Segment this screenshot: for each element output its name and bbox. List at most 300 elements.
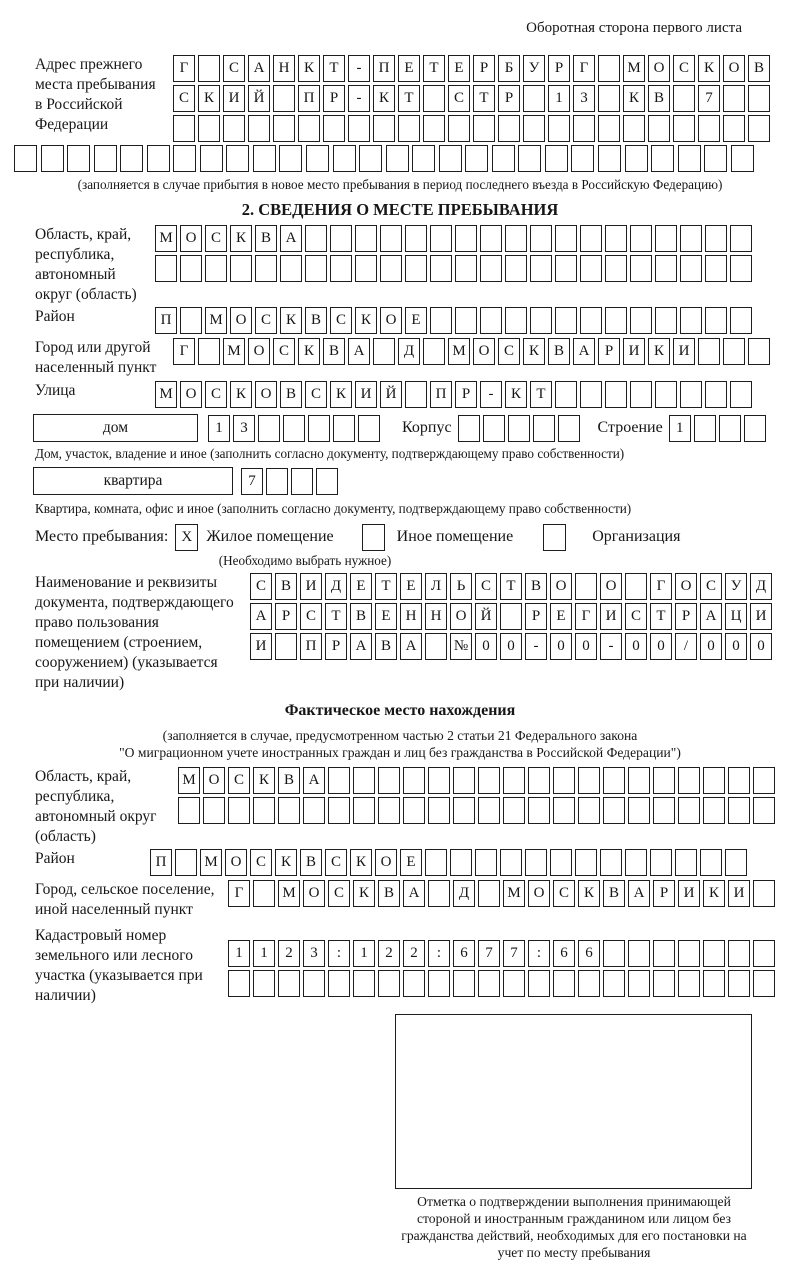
char-cell[interactable]: 2	[403, 940, 425, 967]
char-cell[interactable]: А	[303, 767, 325, 794]
char-cell[interactable]	[655, 307, 677, 334]
char-cell[interactable]	[306, 145, 329, 172]
char-cell[interactable]	[603, 970, 625, 997]
char-cell[interactable]	[333, 415, 355, 442]
char-cell[interactable]	[673, 115, 695, 142]
char-cell[interactable]: И	[728, 880, 750, 907]
char-cell[interactable]	[205, 255, 227, 282]
char-cell[interactable]	[503, 797, 525, 824]
char-cell[interactable]: Т	[650, 603, 672, 630]
char-cell[interactable]	[380, 225, 402, 252]
char-cell[interactable]	[230, 255, 252, 282]
char-cell[interactable]	[605, 255, 627, 282]
char-cell[interactable]: К	[230, 225, 252, 252]
char-cell[interactable]	[430, 307, 452, 334]
char-cell[interactable]: А	[628, 880, 650, 907]
char-cell[interactable]	[328, 797, 350, 824]
char-cell[interactable]	[373, 338, 395, 365]
char-cell[interactable]	[530, 225, 552, 252]
char-cell[interactable]: А	[280, 225, 302, 252]
char-cell[interactable]	[598, 85, 620, 112]
char-cell[interactable]: С	[228, 767, 250, 794]
char-cell[interactable]	[678, 970, 700, 997]
char-cell[interactable]	[475, 849, 497, 876]
char-cell[interactable]: Й	[380, 381, 402, 408]
char-cell[interactable]: В	[748, 55, 770, 82]
char-cell[interactable]: 2	[378, 940, 400, 967]
char-cell[interactable]	[458, 415, 480, 442]
char-cell[interactable]: С	[673, 55, 695, 82]
char-cell[interactable]	[680, 255, 702, 282]
char-cell[interactable]: О	[180, 225, 202, 252]
char-cell[interactable]	[651, 145, 674, 172]
char-cell[interactable]: -	[600, 633, 622, 660]
char-cell[interactable]	[533, 415, 555, 442]
char-cell[interactable]	[623, 115, 645, 142]
char-cell[interactable]	[753, 970, 775, 997]
char-cell[interactable]	[405, 381, 427, 408]
char-cell[interactable]	[423, 115, 445, 142]
char-cell[interactable]: В	[255, 225, 277, 252]
char-cell[interactable]: К	[350, 849, 372, 876]
char-cell[interactable]: 7	[478, 940, 500, 967]
char-cell[interactable]	[423, 85, 445, 112]
char-cell[interactable]: Н	[425, 603, 447, 630]
char-cell[interactable]	[483, 415, 505, 442]
char-cell[interactable]	[253, 880, 275, 907]
char-cell[interactable]	[578, 767, 600, 794]
char-cell[interactable]	[423, 338, 445, 365]
char-cell[interactable]	[625, 849, 647, 876]
char-cell[interactable]	[655, 381, 677, 408]
char-cell[interactable]: Б	[498, 55, 520, 82]
char-cell[interactable]	[545, 145, 568, 172]
char-cell[interactable]: 1	[253, 940, 275, 967]
char-cell[interactable]	[453, 767, 475, 794]
char-cell[interactable]	[303, 970, 325, 997]
char-cell[interactable]: В	[350, 603, 372, 630]
char-cell[interactable]	[353, 797, 375, 824]
char-cell[interactable]	[630, 225, 652, 252]
char-cell[interactable]	[580, 225, 602, 252]
char-cell[interactable]: Й	[475, 603, 497, 630]
char-cell[interactable]	[430, 225, 452, 252]
char-cell[interactable]: 0	[700, 633, 722, 660]
char-cell[interactable]: О	[230, 307, 252, 334]
char-cell[interactable]	[653, 940, 675, 967]
char-cell[interactable]	[500, 849, 522, 876]
char-cell[interactable]: 0	[725, 633, 747, 660]
char-cell[interactable]: С	[223, 55, 245, 82]
char-cell[interactable]	[575, 573, 597, 600]
char-cell[interactable]: Й	[248, 85, 270, 112]
char-cell[interactable]: К	[330, 381, 352, 408]
char-cell[interactable]: К	[280, 307, 302, 334]
char-cell[interactable]	[500, 603, 522, 630]
char-cell[interactable]	[518, 145, 541, 172]
char-cell[interactable]	[14, 145, 37, 172]
char-cell[interactable]: В	[323, 338, 345, 365]
char-cell[interactable]	[580, 255, 602, 282]
char-cell[interactable]: А	[248, 55, 270, 82]
char-cell[interactable]: 3	[573, 85, 595, 112]
char-cell[interactable]: И	[678, 880, 700, 907]
char-cell[interactable]	[353, 767, 375, 794]
char-cell[interactable]: Ь	[450, 573, 472, 600]
char-cell[interactable]	[453, 970, 475, 997]
char-cell[interactable]: П	[373, 55, 395, 82]
char-cell[interactable]: Е	[400, 573, 422, 600]
char-cell[interactable]: С	[173, 85, 195, 112]
char-cell[interactable]: Д	[750, 573, 772, 600]
char-cell[interactable]: С	[498, 338, 520, 365]
char-cell[interactable]	[291, 468, 313, 495]
char-cell[interactable]	[353, 970, 375, 997]
char-cell[interactable]: Р	[675, 603, 697, 630]
char-cell[interactable]: П	[300, 633, 322, 660]
char-cell[interactable]	[405, 225, 427, 252]
char-cell[interactable]	[628, 940, 650, 967]
char-cell[interactable]: П	[430, 381, 452, 408]
char-cell[interactable]	[625, 573, 647, 600]
char-cell[interactable]	[698, 115, 720, 142]
char-cell[interactable]	[753, 797, 775, 824]
char-cell[interactable]: К	[298, 55, 320, 82]
char-cell[interactable]: С	[205, 225, 227, 252]
char-cell[interactable]: А	[403, 880, 425, 907]
char-cell[interactable]	[503, 970, 525, 997]
char-cell[interactable]	[655, 255, 677, 282]
char-cell[interactable]: Г	[575, 603, 597, 630]
char-cell[interactable]	[465, 145, 488, 172]
char-cell[interactable]	[555, 225, 577, 252]
char-cell[interactable]: -	[348, 55, 370, 82]
char-cell[interactable]	[198, 55, 220, 82]
char-cell[interactable]	[492, 145, 515, 172]
char-cell[interactable]	[628, 970, 650, 997]
char-cell[interactable]	[744, 415, 766, 442]
char-cell[interactable]: П	[298, 85, 320, 112]
char-cell[interactable]	[525, 849, 547, 876]
char-cell[interactable]: С	[205, 381, 227, 408]
char-cell[interactable]	[548, 115, 570, 142]
char-cell[interactable]: :	[528, 940, 550, 967]
char-cell[interactable]: С	[250, 849, 272, 876]
char-cell[interactable]: В	[378, 880, 400, 907]
char-cell[interactable]: С	[255, 307, 277, 334]
char-cell[interactable]: М	[205, 307, 227, 334]
char-cell[interactable]: О	[255, 381, 277, 408]
char-cell[interactable]	[330, 225, 352, 252]
char-cell[interactable]: В	[525, 573, 547, 600]
char-cell[interactable]	[705, 255, 727, 282]
char-cell[interactable]	[530, 307, 552, 334]
char-cell[interactable]: 1	[548, 85, 570, 112]
char-cell[interactable]: Е	[550, 603, 572, 630]
char-cell[interactable]	[403, 767, 425, 794]
char-cell[interactable]	[748, 115, 770, 142]
char-cell[interactable]: 1	[228, 940, 250, 967]
char-cell[interactable]	[355, 255, 377, 282]
char-cell[interactable]: 0	[475, 633, 497, 660]
char-cell[interactable]: О	[648, 55, 670, 82]
char-cell[interactable]: Г	[228, 880, 250, 907]
char-cell[interactable]: О	[550, 573, 572, 600]
char-cell[interactable]: 2	[278, 940, 300, 967]
char-cell[interactable]: А	[250, 603, 272, 630]
char-cell[interactable]	[555, 381, 577, 408]
char-cell[interactable]	[530, 255, 552, 282]
char-cell[interactable]	[378, 767, 400, 794]
char-cell[interactable]	[603, 940, 625, 967]
char-cell[interactable]	[553, 797, 575, 824]
char-cell[interactable]	[280, 255, 302, 282]
char-cell[interactable]	[523, 85, 545, 112]
char-cell[interactable]	[198, 338, 220, 365]
char-cell[interactable]: М	[223, 338, 245, 365]
char-cell[interactable]: 1	[353, 940, 375, 967]
char-cell[interactable]	[455, 255, 477, 282]
char-cell[interactable]	[598, 145, 621, 172]
char-cell[interactable]	[198, 115, 220, 142]
char-cell[interactable]: С	[625, 603, 647, 630]
char-cell[interactable]: Т	[375, 573, 397, 600]
char-cell[interactable]	[253, 145, 276, 172]
char-cell[interactable]: Г	[573, 55, 595, 82]
char-cell[interactable]	[180, 307, 202, 334]
char-cell[interactable]	[703, 767, 725, 794]
char-cell[interactable]: О	[675, 573, 697, 600]
char-cell[interactable]	[508, 415, 530, 442]
char-cell[interactable]	[505, 255, 527, 282]
char-cell[interactable]	[728, 970, 750, 997]
char-cell[interactable]: О	[473, 338, 495, 365]
char-cell[interactable]	[373, 115, 395, 142]
char-cell[interactable]	[120, 145, 143, 172]
char-cell[interactable]	[333, 145, 356, 172]
char-cell[interactable]: Т	[423, 55, 445, 82]
char-cell[interactable]: Р	[525, 603, 547, 630]
char-cell[interactable]	[555, 255, 577, 282]
char-cell[interactable]: М	[200, 849, 222, 876]
char-cell[interactable]	[605, 381, 627, 408]
char-cell[interactable]	[303, 797, 325, 824]
char-cell[interactable]	[580, 381, 602, 408]
char-cell[interactable]: 0	[500, 633, 522, 660]
char-cell[interactable]	[155, 255, 177, 282]
char-cell[interactable]	[573, 115, 595, 142]
char-cell[interactable]: И	[623, 338, 645, 365]
char-cell[interactable]: 0	[550, 633, 572, 660]
char-cell[interactable]	[425, 633, 447, 660]
char-cell[interactable]: В	[375, 633, 397, 660]
char-cell[interactable]	[575, 849, 597, 876]
char-cell[interactable]: К	[298, 338, 320, 365]
char-cell[interactable]	[305, 225, 327, 252]
char-cell[interactable]: К	[253, 767, 275, 794]
char-cell[interactable]	[355, 225, 377, 252]
char-cell[interactable]: М	[278, 880, 300, 907]
char-cell[interactable]: С	[328, 880, 350, 907]
char-cell[interactable]: К	[578, 880, 600, 907]
char-cell[interactable]: И	[250, 633, 272, 660]
char-cell[interactable]: :	[428, 940, 450, 967]
char-cell[interactable]	[723, 338, 745, 365]
char-cell[interactable]: Л	[425, 573, 447, 600]
char-cell[interactable]	[678, 940, 700, 967]
char-cell[interactable]: Е	[375, 603, 397, 630]
char-cell[interactable]: К	[648, 338, 670, 365]
char-cell[interactable]	[173, 115, 195, 142]
char-cell[interactable]: Р	[498, 85, 520, 112]
char-cell[interactable]: А	[573, 338, 595, 365]
char-cell[interactable]: И	[300, 573, 322, 600]
char-cell[interactable]	[598, 55, 620, 82]
char-cell[interactable]	[753, 940, 775, 967]
char-cell[interactable]: Е	[350, 573, 372, 600]
char-cell[interactable]: Р	[323, 85, 345, 112]
char-cell[interactable]: Т	[323, 55, 345, 82]
char-cell[interactable]	[478, 970, 500, 997]
char-cell[interactable]	[753, 880, 775, 907]
char-cell[interactable]	[503, 767, 525, 794]
char-cell[interactable]	[698, 338, 720, 365]
char-cell[interactable]: 6	[453, 940, 475, 967]
char-cell[interactable]	[678, 145, 701, 172]
char-cell[interactable]: :	[328, 940, 350, 967]
char-cell[interactable]	[266, 468, 288, 495]
char-cell[interactable]	[555, 307, 577, 334]
char-cell[interactable]	[553, 767, 575, 794]
char-cell[interactable]	[323, 115, 345, 142]
char-cell[interactable]: -	[525, 633, 547, 660]
char-cell[interactable]	[478, 767, 500, 794]
char-cell[interactable]: Т	[500, 573, 522, 600]
char-cell[interactable]: И	[750, 603, 772, 630]
char-cell[interactable]: М	[623, 55, 645, 82]
char-cell[interactable]: С	[700, 573, 722, 600]
char-cell[interactable]: К	[355, 307, 377, 334]
char-cell[interactable]	[630, 255, 652, 282]
char-cell[interactable]: Н	[400, 603, 422, 630]
char-cell[interactable]	[386, 145, 409, 172]
char-cell[interactable]: С	[448, 85, 470, 112]
char-cell[interactable]	[730, 307, 752, 334]
char-cell[interactable]	[147, 145, 170, 172]
char-cell[interactable]: О	[528, 880, 550, 907]
char-cell[interactable]	[703, 940, 725, 967]
char-cell[interactable]: К	[505, 381, 527, 408]
char-cell[interactable]	[528, 767, 550, 794]
char-cell[interactable]	[505, 307, 527, 334]
char-cell[interactable]	[630, 307, 652, 334]
char-cell[interactable]	[203, 797, 225, 824]
char-cell[interactable]: Г	[173, 338, 195, 365]
char-cell[interactable]	[428, 880, 450, 907]
char-cell[interactable]	[403, 970, 425, 997]
char-cell[interactable]: Р	[598, 338, 620, 365]
char-cell[interactable]	[719, 415, 741, 442]
char-cell[interactable]: Ц	[725, 603, 747, 630]
char-cell[interactable]: В	[603, 880, 625, 907]
char-cell[interactable]	[600, 849, 622, 876]
char-cell[interactable]	[598, 115, 620, 142]
char-cell[interactable]	[728, 797, 750, 824]
char-cell[interactable]: У	[523, 55, 545, 82]
char-cell[interactable]	[67, 145, 90, 172]
char-cell[interactable]	[455, 307, 477, 334]
char-cell[interactable]: И	[600, 603, 622, 630]
char-cell[interactable]	[248, 115, 270, 142]
char-cell[interactable]: 1	[208, 415, 230, 442]
char-cell[interactable]	[730, 255, 752, 282]
char-cell[interactable]: О	[225, 849, 247, 876]
char-cell[interactable]: И	[673, 338, 695, 365]
char-cell[interactable]	[279, 145, 302, 172]
char-cell[interactable]: А	[700, 603, 722, 630]
char-cell[interactable]	[655, 225, 677, 252]
char-cell[interactable]	[41, 145, 64, 172]
char-cell[interactable]: О	[380, 307, 402, 334]
char-cell[interactable]: К	[230, 381, 252, 408]
char-cell[interactable]	[628, 767, 650, 794]
char-cell[interactable]: А	[348, 338, 370, 365]
char-cell[interactable]	[278, 797, 300, 824]
char-cell[interactable]	[603, 797, 625, 824]
char-cell[interactable]	[678, 797, 700, 824]
char-cell[interactable]	[478, 880, 500, 907]
char-cell[interactable]	[278, 970, 300, 997]
char-cell[interactable]	[653, 767, 675, 794]
char-cell[interactable]: Д	[453, 880, 475, 907]
char-cell[interactable]	[378, 797, 400, 824]
char-cell[interactable]: 7	[698, 85, 720, 112]
char-cell[interactable]: С	[325, 849, 347, 876]
char-cell[interactable]: В	[280, 381, 302, 408]
char-cell[interactable]	[258, 415, 280, 442]
char-cell[interactable]	[178, 797, 200, 824]
char-cell[interactable]	[705, 381, 727, 408]
char-cell[interactable]: С	[300, 603, 322, 630]
char-cell[interactable]	[605, 225, 627, 252]
char-cell[interactable]: 0	[575, 633, 597, 660]
char-cell[interactable]	[553, 970, 575, 997]
char-cell[interactable]	[253, 797, 275, 824]
char-cell[interactable]	[648, 115, 670, 142]
char-cell[interactable]	[308, 415, 330, 442]
char-cell[interactable]: Г	[650, 573, 672, 600]
char-cell[interactable]: Т	[473, 85, 495, 112]
char-cell[interactable]	[450, 849, 472, 876]
char-cell[interactable]: 7	[503, 940, 525, 967]
char-cell[interactable]: Р	[473, 55, 495, 82]
char-cell[interactable]	[439, 145, 462, 172]
char-cell[interactable]: В	[648, 85, 670, 112]
char-cell[interactable]	[571, 145, 594, 172]
char-cell[interactable]: К	[373, 85, 395, 112]
char-cell[interactable]: И	[223, 85, 245, 112]
char-cell[interactable]: М	[503, 880, 525, 907]
char-cell[interactable]: 7	[241, 468, 263, 495]
char-cell[interactable]: Е	[400, 849, 422, 876]
char-cell[interactable]	[405, 255, 427, 282]
char-cell[interactable]	[275, 633, 297, 660]
char-cell[interactable]: Е	[448, 55, 470, 82]
char-cell[interactable]: 6	[553, 940, 575, 967]
char-cell[interactable]: Д	[325, 573, 347, 600]
char-cell[interactable]	[578, 970, 600, 997]
char-cell[interactable]: А	[350, 633, 372, 660]
